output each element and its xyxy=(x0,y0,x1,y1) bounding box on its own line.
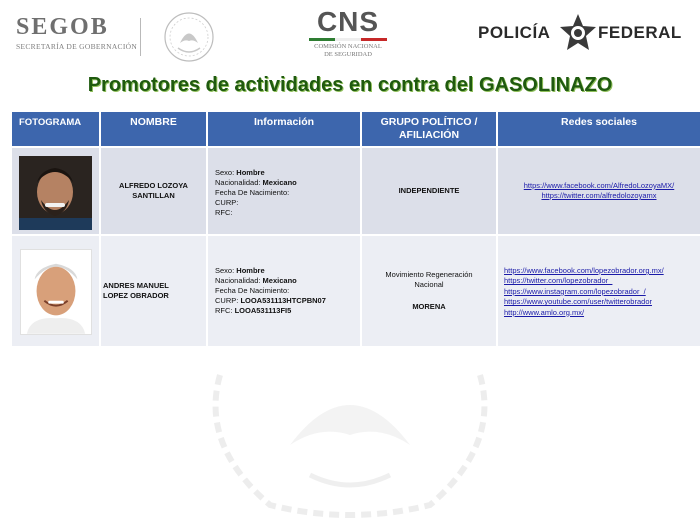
group-cell xyxy=(362,236,498,346)
person-info: Sexo: Hombre Nacionalidad: Mexicano Fecha De Nacimiento: CURP: LOOA531113HTCPBN07 RFC: LOOA531113FI5 xyxy=(215,266,326,315)
segob-logo-text: SEGOB xyxy=(16,14,109,40)
cns-tricolor-bar xyxy=(309,38,387,41)
social-link[interactable]: https://www.instagram.com/lopezobrador_/ xyxy=(504,286,646,296)
photo-cell xyxy=(12,236,101,346)
person-name: ANDRES MANUEL LOPEZ OBRADOR xyxy=(103,281,169,300)
promoters-table xyxy=(12,112,700,346)
page-title: Promotores de actividades en contra del GASOLINAZO xyxy=(87,74,613,96)
header-name: NOMBRE xyxy=(101,112,208,146)
table-header xyxy=(12,112,700,146)
divider xyxy=(140,18,141,56)
social-link[interactable]: https://www.facebook.com/lopezobrador.org.mx/ xyxy=(504,266,664,275)
table-row xyxy=(12,146,700,234)
eagle-watermark-icon xyxy=(180,355,520,525)
social-cell xyxy=(498,148,700,234)
table-row xyxy=(12,234,700,346)
group-name: MORENA xyxy=(412,302,446,311)
segob-logo-subtitle: SECRETARÍA DE GOBERNACIÓN xyxy=(16,42,138,51)
name-cell xyxy=(101,148,208,234)
social-link[interactable]: https://twitter.com/lopezobrador_ xyxy=(504,276,613,286)
info-cell xyxy=(208,236,362,346)
policia-text: POLICÍA xyxy=(478,23,551,42)
info-cell xyxy=(208,148,362,234)
person-photo xyxy=(19,156,92,230)
social-link[interactable]: http://www.amlo.org.mx/ xyxy=(504,307,585,317)
national-seal-icon xyxy=(160,10,218,64)
header-logos xyxy=(0,0,700,68)
social-link[interactable]: https://twitter.com/alfredolozoyamx xyxy=(541,191,657,200)
federal-text: FEDERAL xyxy=(598,23,682,42)
cns-logo xyxy=(306,8,390,59)
header-info: Información xyxy=(208,112,362,146)
social-cell xyxy=(498,236,700,346)
social-link[interactable]: https://www.facebook.com/AlfredoLozoyaMX/ xyxy=(523,180,675,190)
person-name: ALFREDO LOZOYA SANTILLAN xyxy=(119,181,188,200)
name-cell xyxy=(101,236,208,346)
group-affiliation: Movimiento Regeneración Nacional MORENA xyxy=(385,270,473,311)
person-info: Sexo: Hombre Nacionalidad: Mexicano Fecha De Nacimiento: CURP: RFC: xyxy=(215,168,297,217)
cns-subtitle: COMISIÓN NACIONAL DE SEGURIDAD xyxy=(314,43,382,58)
segob-logo xyxy=(16,14,136,51)
person-photo xyxy=(20,249,92,335)
header-group: GRUPO POLÍTICO / AFILIACIÓN xyxy=(362,112,498,146)
policia-federal-logo xyxy=(478,12,688,56)
header-photo: FOTOGRAMA xyxy=(12,112,101,146)
social-links xyxy=(524,181,675,202)
group-name: INDEPENDIENTE xyxy=(398,186,460,195)
police-badge-icon xyxy=(558,12,598,56)
cns-logo-text: CNS xyxy=(316,6,380,37)
social-links xyxy=(504,266,664,318)
social-link[interactable]: https://www.youtube.com/user/twitterobrador xyxy=(504,297,652,307)
group-cell xyxy=(362,148,498,234)
header-social: Redes sociales xyxy=(498,112,700,146)
photo-cell xyxy=(12,148,101,234)
